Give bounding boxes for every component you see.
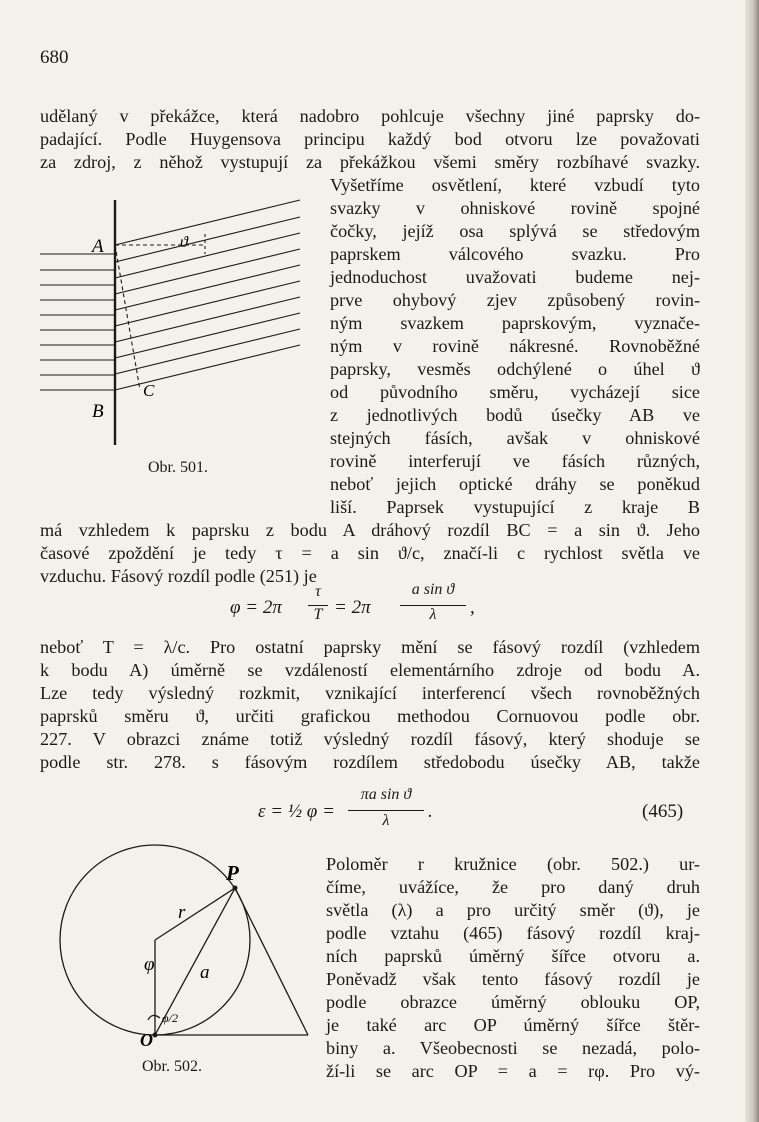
eq1-mid: = 2π [334,597,371,618]
text-line: paprsků směru ϑ, určiti grafickou methodou Cornuovou podle obr. [40,706,700,726]
text-line: jednoduchost uvažovati budeme nej- [330,267,700,287]
text-line: číme, uvážíce, že pro daný druh [326,877,700,897]
equation-number: (465) [642,801,684,822]
eq1-frac1-den: T [313,606,323,623]
text-line: podle vztahu (465) fásový rozdíl kraj- [326,923,700,943]
figure-label-theta: ϑ [180,234,188,251]
eq1-frac2-den: λ [429,606,437,623]
text-line: udělaný v překážce, která nadobro pohlcuje všechny jiné paprsky do- [40,106,700,126]
text-line: z jednotlivých bodů úsečky AB ve [330,405,700,425]
text-line: ních paprsků úměrný šířce otvoru a. [326,946,700,966]
eq1-frac1-num: τ [315,583,321,600]
figure-label-b: B [92,401,104,422]
text-line: neboť T = λ/c. Pro ostatní paprsky mění se fásový rozdíl (vzhledem [40,637,700,657]
figure-501 [40,190,320,450]
eq1-frac2-num: a sin ϑ [411,581,455,598]
figure-label-c: C [143,381,155,400]
text-line: Lze tedy výsledný rozkmit, vznikající interferencí všech rovnoběžných [40,683,700,703]
text-line: rovině interferují ve fásích různých, [330,451,700,471]
eq2-num: πa sin ϑ [360,786,412,803]
text-line: svazky v ohniskové rovině spojné [330,198,700,218]
text-line: za zdroj, z něhož vystupují za překážkou všemi směry rozbíhavé svazky. [40,152,700,172]
text-line: vzduchu. Fásový rozdíl podle (251) je [40,566,317,586]
figure-label-a: a [200,962,210,983]
text-line: ží-li se arc OP = a = rφ. Pro vý- [326,1061,700,1081]
figure-label-o: O [140,1030,153,1050]
text-line: biny a. Všeobecnosti se nezadá, polo- [326,1038,700,1058]
page-number: 680 [40,47,69,68]
text-line: ným svazkem paprskovým, vyznače- [330,313,700,333]
figure-label-phi: φ [144,954,155,975]
eq2-lhs: ε = ½ φ = [258,801,335,822]
text-line: paprskem válcového svazku. Pro [330,244,700,264]
page-edge-shadow [745,0,759,1122]
text-line: Vyšetříme osvětlení, které vzbudí tyto [330,175,700,195]
eq2-bar [348,810,424,811]
text-line: je také arc OP úměrný šířce štěr- [326,1015,700,1035]
figure-501-caption: Obr. 501. [148,459,208,476]
eq2-tail: . [428,801,433,822]
text-line: Poloměr r kružnice (obr. 502.) ur- [326,854,700,874]
text-line: časové zpoždění je tedy τ = a sin ϑ/c, značí-li c rychlost světla ve [40,543,700,563]
text-line: prve ohybový zjev způsobený rovin- [330,290,700,310]
eq2-den: λ [382,812,390,829]
text-line: čočky, jejíž osa splývá se středovým [330,221,700,241]
text-line: od původního směru, vycházejí sice [330,382,700,402]
text-line: podle str. 278. s fásovým rozdílem středobodu úsečky AB, takže [40,752,700,772]
eq1-lhs: φ = 2π [230,597,282,618]
text-line: má vzhledem k paprsku z bodu A dráhový rozdíl BC = a sin ϑ. Jeho [40,520,700,540]
text-line: ným v rovině nákresné. Rovnoběžné [330,336,700,356]
figure-502-caption: Obr. 502. [142,1058,202,1075]
eq1-tail: , [470,597,475,618]
text-line: k bodu A) úměrně se vzdáleností elementárního zdroje od bodu A. [40,660,700,680]
text-line: liší. Paprsek vystupující z kraje B [330,497,700,517]
figure-502 [40,840,320,1050]
text-line: světla (λ) a pro určitý směr (ϑ), je [326,900,700,920]
text-line: stejných fásích, avšak v ohniskové [330,428,700,448]
text-line: padající. Podle Huygensova principu každý bod otvoru lze považovati [40,129,700,149]
text-line: 227. V obrazci známe totiž výsledný rozdíl fásový, který shoduje se [40,729,700,749]
text-line: paprsky, vesměs odchýlené o úhel ϑ [330,359,700,379]
text-line: neboť jejich optické dráhy se poněkud [330,474,700,494]
text-line: podle obrazce úměrný oblouku OP, [326,992,700,1012]
figure-label-r: r [178,902,186,923]
figure-label-phi-half: φ/2 [162,1011,178,1025]
figure-label-p: P [226,861,239,885]
text-line: Poněvadž však tento fásový rozdíl je [326,969,700,989]
figure-label-a: A [92,236,104,257]
